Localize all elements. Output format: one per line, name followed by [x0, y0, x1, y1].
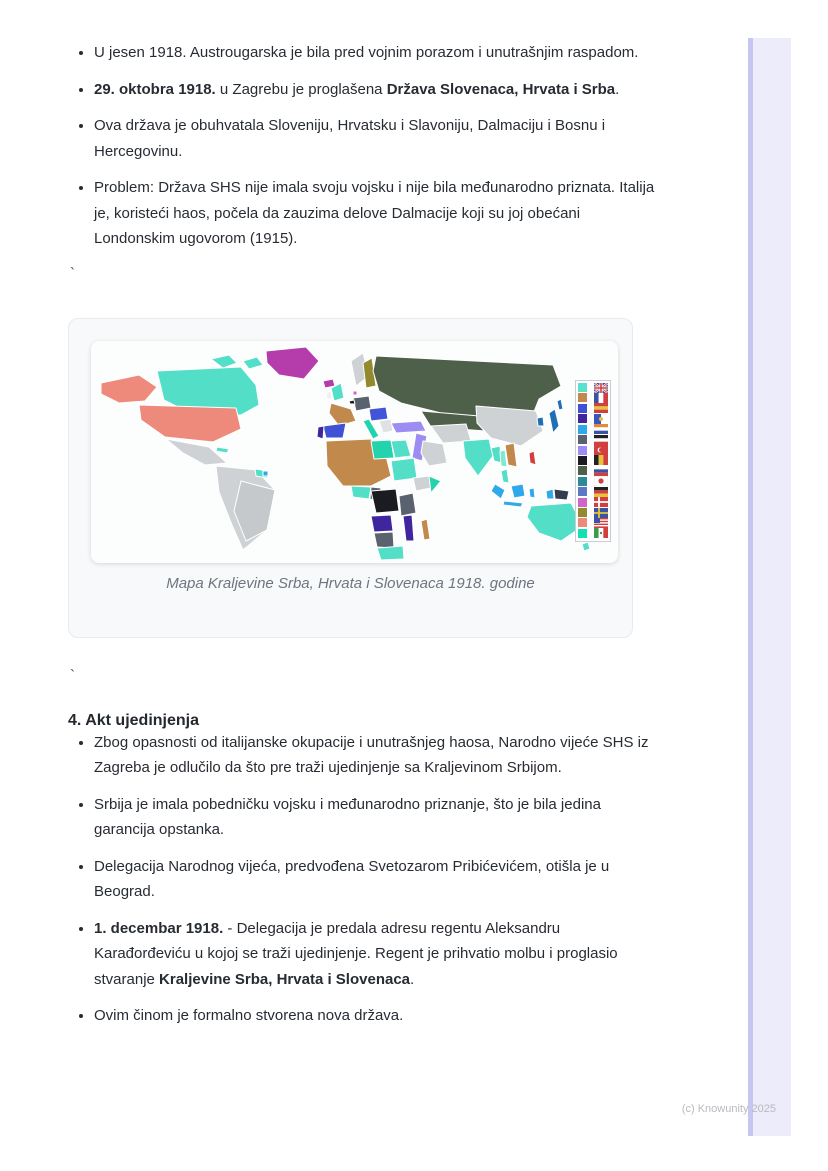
legend-color-swatch — [578, 414, 587, 423]
bullet-item: • Problem: Država SHS nije imala svoju vojsku i nije bila međunarodno priznata. Italija je, koristeći haos, počela da zauzima delove Dalmacije koji su joj obećani Londonskim ugovorom (1915). — [94, 175, 660, 252]
map-legend — [575, 380, 611, 542]
flag-belgium-icon — [594, 455, 608, 465]
figure-card — [68, 318, 633, 638]
legend-row — [578, 497, 608, 507]
legend-color-swatch — [578, 518, 587, 527]
bullet-item: • 1. decembar 1918. - Delegacija je predala adresu regentu Aleksandru Karađorđeviću u kojoj se traži ujedinjenje. Regent je prihvatio molbu i proglasio stvaranje Kraljevine Srba, Hrvata i Slovenaca. — [94, 916, 660, 993]
legend-row — [578, 445, 608, 455]
figure-caption: Mapa Kraljevine Srba, Hrvata i Slovenaca 1918. godine — [166, 574, 535, 592]
legend-row — [578, 508, 608, 518]
scrollbar-track[interactable] — [748, 38, 791, 1136]
legend-color-swatch — [578, 446, 587, 455]
legend-row — [578, 518, 608, 528]
flag-sweden-icon — [594, 508, 608, 518]
bullet-item: • U jesen 1918. Austrougarska je bila pred vojnim porazom i unutrašnjim raspadom. — [94, 40, 660, 66]
flag-russia-icon — [594, 466, 608, 476]
note-content — [68, 40, 660, 1040]
bullet-item: • Ovim činom je formalno stvorena nova država. — [94, 1003, 660, 1029]
legend-row — [578, 528, 608, 538]
legend-row — [578, 403, 608, 413]
legend-row — [578, 424, 608, 434]
legend-color-swatch — [578, 393, 587, 402]
flag-france-icon — [594, 393, 608, 403]
bullet-item: • Delegacija Narodnog vijeća, predvođena Svetozarom Pribićevićem, otišla je u Beograd. — [94, 854, 660, 905]
legend-row — [578, 476, 608, 486]
stray-backtick-2: ` — [70, 666, 75, 684]
flag-netherlands-icon — [594, 424, 608, 434]
flag-denmark-icon — [594, 497, 608, 507]
section-heading: 4. Akt ujedinjenja — [68, 711, 199, 729]
legend-color-swatch — [578, 425, 587, 434]
legend-color-swatch — [578, 477, 587, 486]
legend-color-swatch — [578, 498, 587, 507]
legend-color-swatch — [578, 383, 587, 392]
legend-row — [578, 435, 608, 445]
legend-color-swatch — [578, 487, 587, 496]
bullet-item: • 29. oktobra 1918. u Zagrebu je proglašena Država Slovenaca, Hrvata i Srba. — [94, 77, 660, 103]
legend-color-swatch — [578, 508, 587, 517]
legend-row — [578, 455, 608, 465]
copyright-watermark: (c) Knowunity 2025 — [681, 1103, 776, 1115]
legend-color-swatch — [578, 466, 587, 475]
bullet-list-2 — [68, 730, 660, 1029]
flag-uk-icon — [594, 383, 608, 393]
legend-row — [578, 487, 608, 497]
flag-japan-icon — [594, 476, 608, 486]
legend-row — [578, 414, 608, 424]
legend-color-swatch — [578, 435, 587, 444]
legend-row — [578, 393, 608, 403]
legend-row — [578, 466, 608, 476]
bullet-item: • Ova država je obuhvatala Sloveniju, Hrvatsku i Slavoniju, Dalmaciju i Bosnu i Hercegovinu. — [94, 113, 660, 164]
bullet-list-1 — [68, 40, 660, 252]
flag-usa-icon — [594, 518, 608, 528]
flag-portugal-icon — [594, 414, 608, 424]
world-map-svg — [91, 341, 618, 563]
flag-ottoman-icon — [594, 445, 608, 455]
legend-row — [578, 383, 608, 393]
world-map-image — [91, 341, 618, 563]
flag-austria-hungary-icon — [594, 487, 608, 497]
flag-italy-icon — [594, 528, 608, 538]
bullet-item: • Zbog opasnosti od italijanske okupacije i unutrašnjeg haosa, Narodno vijeće SHS iz Zagreba je odlučilo da što pre traži ujedinjenje sa Kraljevinom Srbijom. — [94, 730, 660, 781]
bullet-item: • Srbija je imala pobedničku vojsku i međunarodno priznanje, što je bila jedina garancija opstanka. — [94, 792, 660, 843]
flag-german-empire-icon — [594, 435, 608, 445]
legend-color-swatch — [578, 529, 587, 538]
legend-color-swatch — [578, 404, 587, 413]
stray-backtick-1: ` — [70, 264, 75, 282]
legend-color-swatch — [578, 456, 587, 465]
flag-spain-icon — [594, 403, 608, 413]
